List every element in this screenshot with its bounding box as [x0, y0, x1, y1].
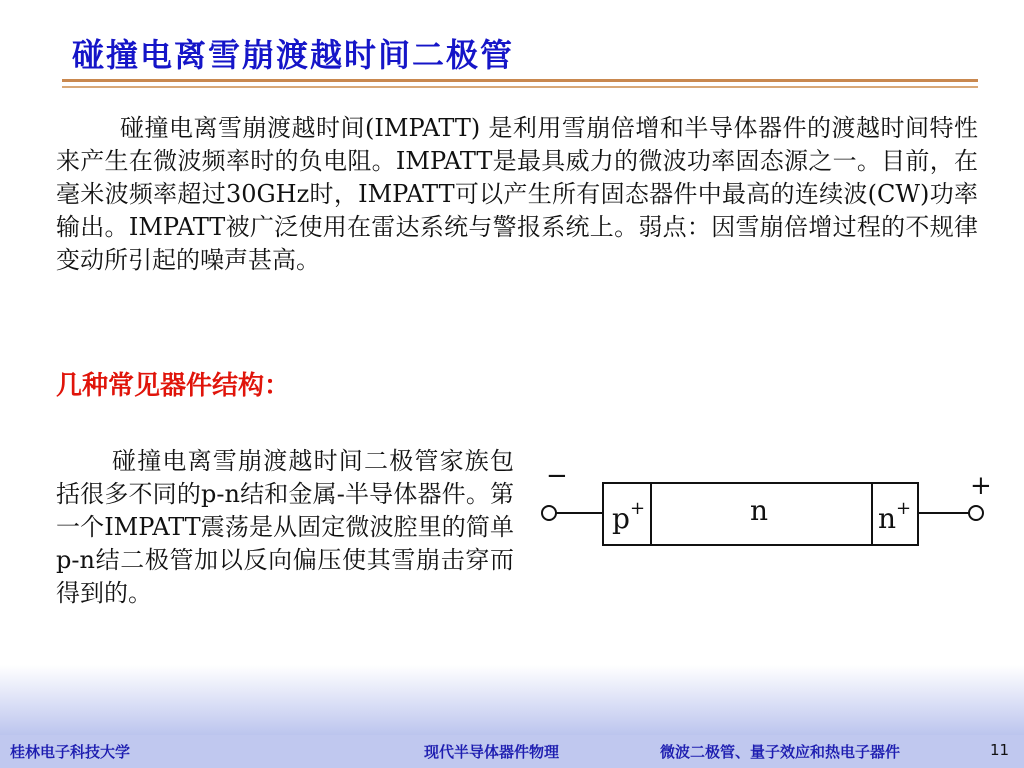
pn-diode-diagram [530, 458, 1010, 558]
structure-paragraph: 碰撞电离雪崩渡越时间二极管家族包括很多不同的p-n结和金属-半导体器件。第一个IMPATT震荡是从固定微波腔里的简单p-n结二极管加以反向偏压使其雪崩击穿而得到的。 [56, 447, 514, 607]
minus-label: − [546, 461, 568, 491]
footer-university: 桂林电子科技大学 [10, 743, 131, 761]
footer-chapter: 微波二极管、量子效应和热电子器件 [660, 743, 901, 761]
right-terminal [969, 506, 983, 520]
page-number: 11 [990, 741, 1010, 759]
footer-bar [0, 735, 1024, 768]
n-region-label: n [750, 494, 769, 527]
section-heading: 几种常见器件结构： [56, 371, 291, 401]
title-underline-secondary [62, 86, 978, 88]
intro-paragraph: 碰撞电离雪崩渡越时间(IMPATT) 是利用雪崩倍增和半导体器件的渡越时间特性来产生在微波频率时的负电阻。IMPATT是最具威力的微波功率固态源之一。目前，在毫米波频率超过30GHz时，IMPATT可以产生所有固态器件中最高的连续波(CW)功率输出。IMPATT被广泛使用在雷达系统与警报系统上。弱点：因雪崩倍增过程的不规律变动所引起的噪声甚高。 [56, 114, 978, 274]
n-plus-region-label: n+ [878, 498, 912, 535]
footer-gradient [0, 665, 1024, 735]
slide-title: 碰撞电离雪崩渡越时间二极管 [72, 36, 515, 74]
title-underline [62, 79, 978, 82]
footer-course: 现代半导体器件物理 [424, 743, 560, 761]
plus-label: + [970, 471, 992, 501]
p-plus-region-label: p+ [612, 498, 646, 535]
left-terminal [542, 506, 556, 520]
